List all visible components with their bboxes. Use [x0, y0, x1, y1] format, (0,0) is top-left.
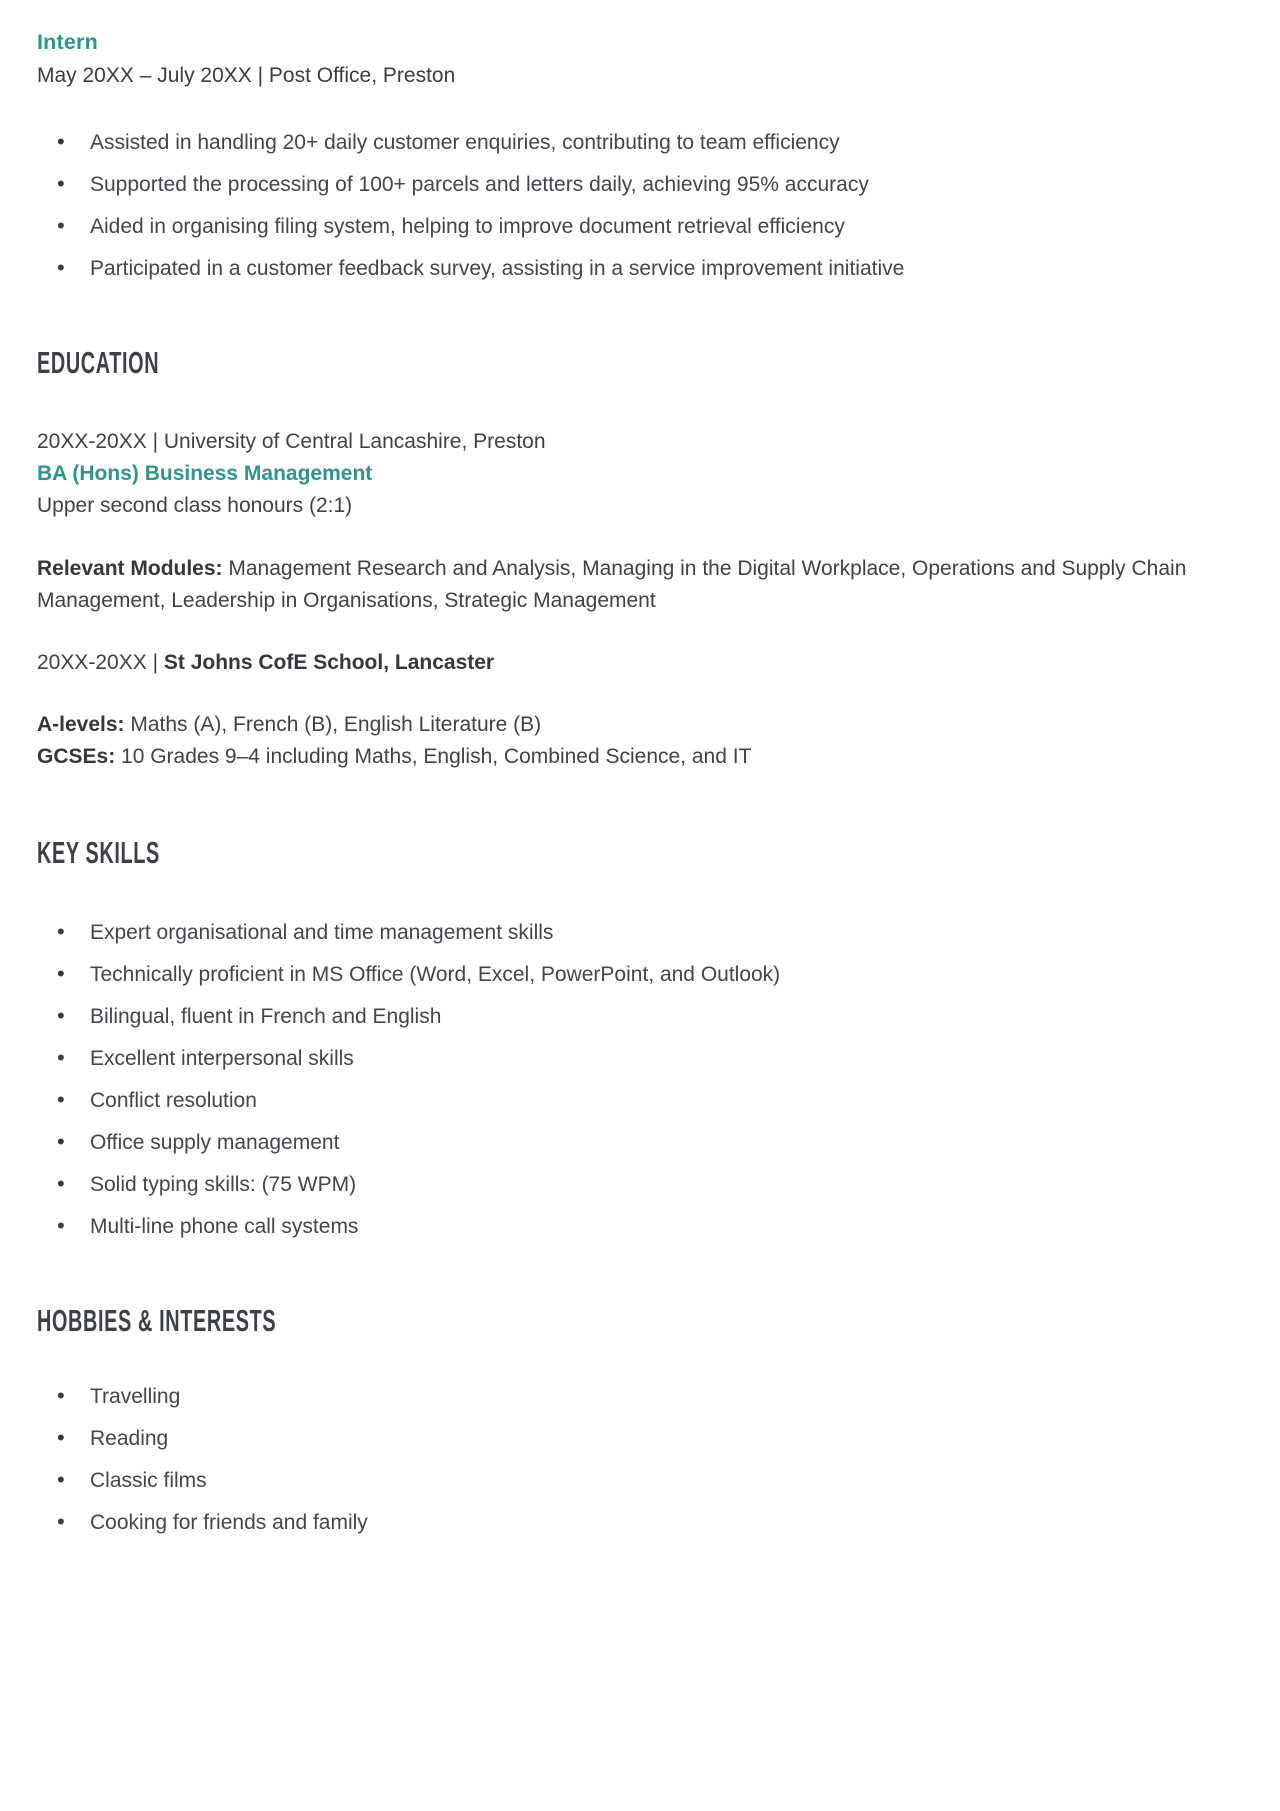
list-item: • Reading: [37, 1424, 1235, 1453]
hobbies-section: [37, 1305, 1235, 1537]
key-skills-list: [37, 918, 1235, 1241]
school-entry: [37, 647, 1235, 679]
hobbies-heading: HOBBIES & INTERESTS: [37, 1303, 277, 1338]
key-skills-heading: KEY SKILLS: [37, 835, 160, 870]
a-levels-line: [37, 709, 1235, 741]
job-title: Intern: [37, 30, 98, 54]
degree-result: Upper second class honours (2:1): [37, 494, 353, 517]
list-item: • Cooking for friends and family: [37, 1508, 1235, 1537]
list-item: • Excellent interpersonal skills: [37, 1044, 1235, 1073]
a-levels-label: A-levels:: [37, 713, 131, 736]
list-item: • Office supply management: [37, 1128, 1235, 1157]
list-item: • Assisted in handling 20+ daily customer enquiries, contributing to team efficiency: [37, 128, 1235, 157]
university-dates-line: 20XX-20XX | University of Central Lancashire, Preston: [37, 430, 546, 453]
list-item: • Aided in organising filing system, helping to improve document retrieval efficiency: [37, 212, 1235, 241]
education-section: [37, 347, 1235, 773]
job-dates-company: May 20XX – July 20XX | Post Office, Preston: [37, 64, 456, 87]
list-item: • Expert organisational and time management skills: [37, 918, 1235, 947]
school-name: St Johns CofE School, Lancaster: [163, 651, 495, 674]
grades-block: [37, 709, 1235, 773]
list-item: • Travelling: [37, 1382, 1235, 1411]
relevant-modules: [37, 553, 1235, 617]
gcses-text: 10 Grades 9–4 including Maths, English, Combined Science, and IT: [121, 745, 752, 768]
degree-title: BA (Hons) Business Management: [37, 462, 373, 485]
experience-bullet-list: [37, 128, 1235, 283]
gcses-label: GCSEs:: [37, 745, 122, 768]
list-item: • Technically proficient in MS Office (Word, Excel, PowerPoint, and Outlook): [37, 960, 1235, 989]
list-item: • Multi-line phone call systems: [37, 1212, 1235, 1241]
hobbies-list: [37, 1382, 1235, 1537]
education-heading: EDUCATION: [37, 345, 160, 380]
relevant-modules-label: Relevant Modules:: [37, 557, 229, 580]
list-item: • Supported the processing of 100+ parcels and letters daily, achieving 95% accuracy: [37, 170, 1235, 199]
gcses-line: [37, 741, 1235, 773]
experience-entry: [37, 30, 1235, 283]
list-item: • Participated in a customer feedback survey, assisting in a service improvement initiative: [37, 254, 1235, 283]
relevant-modules-text: Management Research and Analysis, Managing in the Digital Workplace, Operations and Supply Chain Management, Leadership in Organisations, Strategic Management: [37, 557, 1187, 612]
list-item: • Bilingual, fluent in French and English: [37, 1002, 1235, 1031]
list-item: • Conflict resolution: [37, 1086, 1235, 1115]
list-item: • Classic films: [37, 1466, 1235, 1495]
school-dates: 20XX-20XX |: [37, 651, 164, 674]
key-skills-section: [37, 837, 1235, 1241]
list-item: • Solid typing skills: (75 WPM): [37, 1170, 1235, 1199]
university-entry: [37, 426, 1235, 522]
a-levels-text: Maths (A), French (B), English Literature (B): [130, 713, 542, 736]
